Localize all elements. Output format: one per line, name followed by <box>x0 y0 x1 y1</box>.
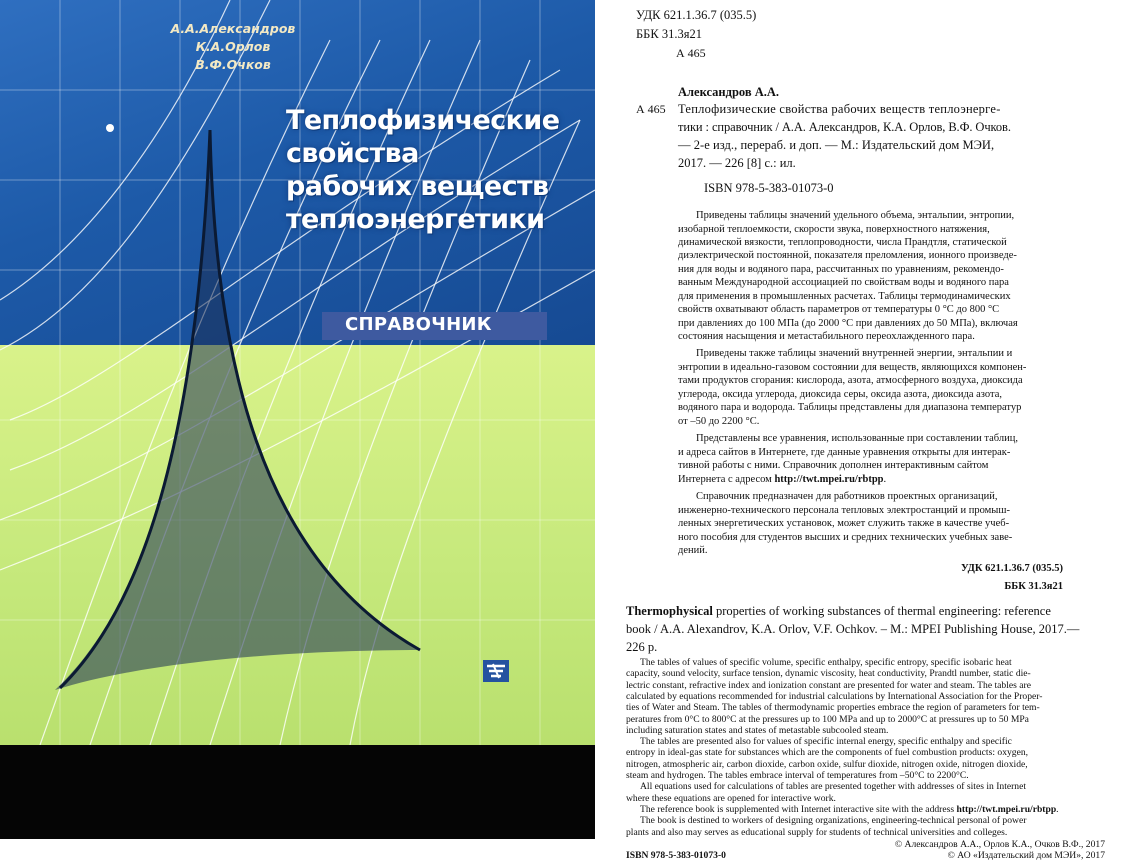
en-title-bold: Thermophysical <box>626 604 713 618</box>
cover-dark-base <box>0 745 595 839</box>
en-site-url-link[interactable]: http://twt.mpei.ru/rbtpp <box>956 803 1057 815</box>
isbn-line: ISBN 978-5-383-01073-0 <box>704 181 834 195</box>
bbk-bold: ББК 31.3я21 <box>1004 581 1063 592</box>
cover-authors <box>148 20 318 74</box>
udk-bold: УДК 621.1.36.7 (035.5) <box>961 563 1063 574</box>
cover-title <box>286 104 586 236</box>
en-line: nitrogen, atmospheric air, carbon dioxide, carbon oxide, sulfur dioxide, nitrogen oxide, nitrogen dioxide, <box>626 758 1028 770</box>
annotation-line: свойств охватывают область параметров от температуры 0 °С до 800 °С <box>678 304 1000 315</box>
udk-classification: УДК 621.1.36.7 (035.5) <box>636 8 757 22</box>
en-line: ties of Water and Steam. The tables of thermodynamic properties embrace the region of parameters for tem- <box>626 702 1040 714</box>
annotation-line: ния для воды и водяного пара, рассчитанных по уравнениям, рекомендо- <box>678 264 1004 275</box>
annotation-line: инженерно-технического персонала тепловых электростанций и промыш- <box>678 505 1010 516</box>
en-bib-line: 226 p. <box>626 640 658 654</box>
en-line: capacity, sound velocity, surface tension, dynamic viscosity, heat conductivity, Prandtl number, static die- <box>626 668 1031 680</box>
annotation-line: Представлены все уравнения, использованные при составлении таблиц, <box>696 433 1018 444</box>
en-line: All equations used for calculations of tables are presented together with addresses of sites in Internet <box>640 781 1027 793</box>
bib-line: тики : справочник / А.А. Александров, К.А. Орлов, В.Ф. Очков. <box>678 120 1011 134</box>
bib-line: Теплофизические свойства рабочих веществ теплоэнерге- <box>678 102 1001 116</box>
annotation-line: водяного пара и водорода. Таблицы представлены для диапазона температур <box>678 402 1022 413</box>
annotation-line: динамической вязкости, теплопроводности, числа Прандтля, статической <box>678 237 1007 248</box>
annotation-line: тами продуктов сгорания: кислорода, азота, атмосферного воздуха, диоксида <box>678 375 1023 386</box>
cover-title-line: рабочих веществ <box>286 171 549 202</box>
en-text: The reference book is supplemented with Internet interactive site with the address <box>640 803 957 815</box>
annotation-line: углерода, оксида углерода, диоксида серы, оксида азота, диоксида азота, <box>678 389 1003 400</box>
en-line: where these equations are opened for interactive work. <box>626 792 836 804</box>
cover-title-line: Теплофизические <box>286 105 560 136</box>
cover-title-line: теплоэнергетики <box>286 204 545 235</box>
cover-author: В.Ф.Очков <box>195 57 271 72</box>
annotation-line: состояния насыщения и метастабильного переохлажденного пара. <box>678 331 975 342</box>
copyright-publisher: © АО «Издательский дом МЭИ», 2017 <box>947 849 1105 861</box>
en-bib-text: properties of working substances of thermal engineering: reference <box>712 604 1051 618</box>
annotation-line: для применения в промышленных расчетах. Таблицы термодинамических <box>678 291 1011 302</box>
annotation-line <box>678 473 886 486</box>
imprint-page <box>596 0 1123 861</box>
en-line: entropy in ideal-gas state for substances which are the components of fuel combustion products: oxygen, <box>626 747 1029 759</box>
entry-code: А 465 <box>636 102 666 116</box>
annotation-line: изобарной теплоемкости, скорости звука, поверхностного натяжения, <box>678 224 990 235</box>
en-line: The tables are presented also for values of specific internal energy, specific enthalpy and specific <box>640 736 1012 748</box>
copyright-authors: © Александров А.А., Орлов К.А., Очков В.Ф., 2017 <box>894 838 1105 850</box>
en-url-period: . <box>1056 803 1059 815</box>
cutter-number: А 465 <box>676 46 706 60</box>
isbn-bottom: ISBN 978-5-383-01073-0 <box>626 849 726 861</box>
annotation-line: Справочник предназначен для работников проектных организаций, <box>696 491 998 502</box>
url-period: . <box>883 474 887 485</box>
cover-author: К.А.Орлов <box>195 39 271 54</box>
site-url-link[interactable]: http://twt.mpei.ru/rbtpp <box>774 474 884 485</box>
author-heading: Александров А.А. <box>678 85 780 99</box>
cover-handbook-label: СПРАВОЧНИК <box>345 314 492 335</box>
annotation-line: и адреса сайтов в Интернете, где данные уравнения открыты для интерак- <box>678 447 1011 458</box>
bib-line: — 2-е изд., перераб. и доп. — М.: Издательский дом МЭИ, <box>678 138 995 152</box>
en-line: lectric constant, refractive index and ionization constant are presented for water and steam. The tables are <box>626 679 1031 691</box>
bbk-classification: ББК 31.3я21 <box>636 27 702 41</box>
cover-title-line: свойства <box>286 138 419 169</box>
annotation-line: ванным Международной ассоциацией по свойствам воды и водяного пара <box>678 277 1009 288</box>
cover-author: А.А.Александров <box>170 21 296 36</box>
annotation-line: энтропии в идеально-газовом состоянии для веществ, являющихся компонен- <box>678 362 1027 373</box>
annotation-line: Приведены также таблицы значений внутренней энергии, энтальпии и <box>696 348 1013 359</box>
annotation-text: Интернета с адресом <box>678 474 775 485</box>
en-line: plants and also may serves as educational supply for students of technical universities and colleges. <box>626 826 1008 838</box>
publisher-logo-icon <box>483 660 509 682</box>
annotation-line: тивной работы с ними. Справочник дополнен интерактивным сайтом <box>678 460 989 471</box>
en-bib-line: book / A.A. Alexandrov, K.A. Orlov, V.F. Ochkov. – M.: MPEI Publishing House, 2017.— <box>626 622 1080 636</box>
annotation-line: ленных энергетических установок, может служить также в качестве учеб- <box>678 518 1010 529</box>
annotation-line: при давлениях до 100 МПа (до 2000 °С при давлениях до 50 МПа), включая <box>678 318 1018 329</box>
en-line: peratures from 0°C to 800°C at the pressures up to 100 MPa and up to 2000°C at pressures up to 50 MPa <box>626 713 1029 725</box>
en-line: calculated by equations recommended for industrial calculations by International Association for the Proper- <box>626 690 1043 702</box>
annotation-line: дений. <box>678 545 708 556</box>
annotation-line: диэлектрической постоянной, показателя преломления, ионного произведе- <box>678 250 1017 261</box>
annotation-line: Приведены таблицы значений удельного объема, энтальпии, энтропии, <box>696 210 1015 221</box>
en-line: The book is destined to workers of designing organizations, engineering-technical personal of power <box>640 815 1027 827</box>
annotation-line: ного пособия для студентов высших и средних технических учебных заве- <box>678 532 1013 543</box>
annotation-line: от –50 до 2200 °С. <box>678 416 760 427</box>
en-line: steam and hydrogen. The tables embrace interval of temperatures from –50°C to 2200°C. <box>626 770 969 781</box>
en-bib-line <box>626 604 1051 619</box>
bib-line: 2017. — 226 [8] с.: ил. <box>678 156 796 170</box>
en-line: The tables of values of specific volume, specific enthalpy, specific entropy, specific isobaric heat <box>640 657 1012 668</box>
en-line: including saturation states and states of metastable subcooled steam. <box>626 724 889 736</box>
